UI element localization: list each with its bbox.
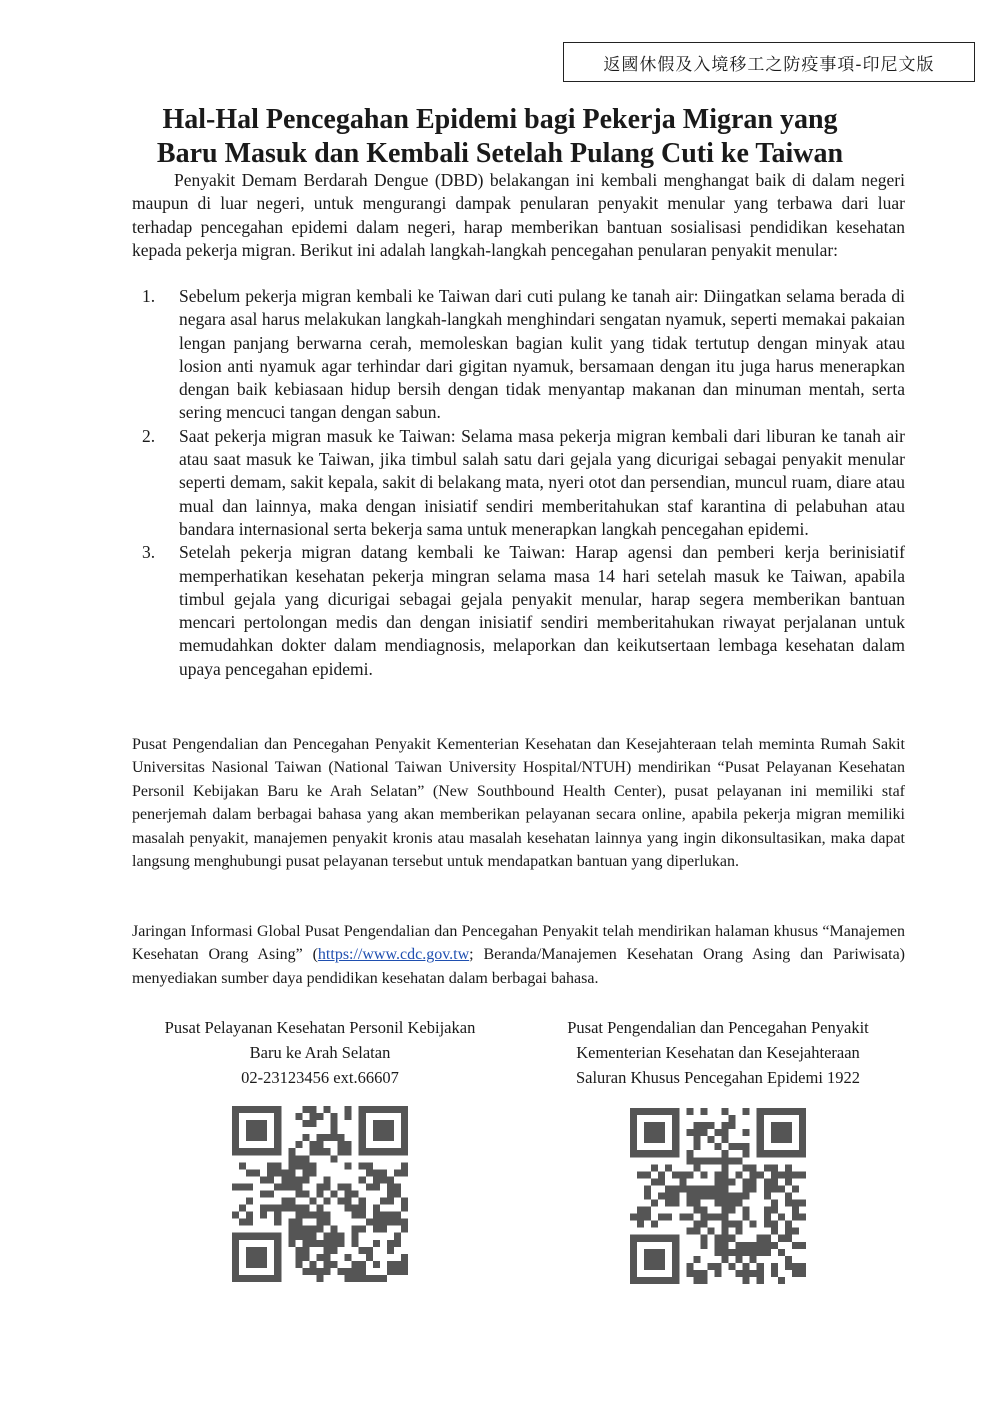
contact-block-cdc <box>528 1015 908 1090</box>
step-number: 1. <box>142 286 156 306</box>
step-text: Setelah pekerja migran datang kembali ke Taiwan: Harap agensi dan pemberi kerja berinisiatif memperhatikan kesehatan pekerja mingran selama masa 14 hari setelah masuk ke Taiwan, apabila timbul gejala yang dicurigai sebagai gejala penyakit menular, harap segera memberikan bantuan mencari pertolongan medis dan dengan inisiatif sendiri memberitahukan riwayat perjalanan untuk memudahkan dokter dalam mendiagnosis, melaporkan dan keikutsertaan lembaga kesehatan dalam upaya pencegahan epidemi. <box>179 542 905 679</box>
step-number: 3. <box>142 542 156 563</box>
language-version-label: 返國休假及入境移工之防疫事項-印尼文版 <box>603 54 935 75</box>
qr-code-icon[interactable] <box>232 1106 408 1282</box>
step-item-2 <box>132 425 905 541</box>
prevention-steps-list <box>132 285 905 681</box>
contact-line: Pusat Pelayanan Kesehatan Personil Kebijakan <box>164 1018 476 1037</box>
language-version-tag <box>563 42 975 82</box>
step-number: 2. <box>142 425 156 446</box>
contact-line: Kementerian Kesehatan dan Kesejahteraan <box>576 1043 860 1062</box>
step-text: Sebelum pekerja migran kembali ke Taiwan dari cuti pulang ke tanah air: Diingatkan selama berada di negara asal harus melakukan langkah-langkah menghindari sengatan nyamuk, seperti memakai pakaian lengan panjang berwarna cerah, memoleskan bagian kulit yang tidak tertutup dengan minyak atau losion anti nyamuk agar terhindar dari gigitan nyamuk, bersamaan dengan itu juga harus menerapkan dengan baik kebiasaan hidup bersih dengan tidak menyantap makanan dan minuman mentah, serta sering mencuci tangan dengan sabun. <box>179 286 905 423</box>
qr-code-icon[interactable] <box>630 1108 806 1284</box>
info-text-before-link: Jaringan Informasi Global Pusat Pengendalian dan Pencegahan Penyakit telah mendirikan halaman khusus “Manajemen Kesehatan Orang Asing” ( <box>132 923 905 964</box>
info-text-after-link: ; Beranda/Manajemen Kesehatan Orang Asing dan Pariwisata) menyediakan sumber daya pendidikan kesehatan dalam berbagai bahasa. <box>132 946 905 987</box>
page-title <box>100 103 900 171</box>
service-center-paragraph: Pusat Pengendalian dan Pencegahan Penyakit Kementerian Kesehatan dan Kesejahteraan telah meminta Rumah Sakit Universitas Nasional Taiwan (National Taiwan University Hospital/NTUH) mendirikan “Pusat Pelayanan Kesehatan Personil Kebijakan Baru ke Arah Selatan” (New Southbound Health Center), pusat pelayanan ini memiliki staf penerjemah dalam berbagai bahasa yang akan memberikan pelayanan secara online, apabila pekerja migran memiliki masalah penyakit, manajemen penyakit kronis atau masalah kesehatan lainnya yang ingin dikonsultasikan, maka dapat langsung menghubungi pusat pelayanan tersebut untuk mendapatkan bantuan yang diperlukan. <box>132 736 905 871</box>
step-item-1 <box>132 285 905 425</box>
cdc-website-link[interactable]: https://www.cdc.gov.tw <box>317 946 470 964</box>
info-paragraph <box>132 920 905 990</box>
contact-hotline: Saluran Khusus Pencegahan Epidemi 1922 <box>575 1068 861 1087</box>
title-line-1: Hal-Hal Pencegahan Epidemi bagi Pekerja Migran yang <box>162 104 838 135</box>
contact-phone: 02-23123456 ext.66607 <box>241 1068 399 1087</box>
intro-paragraph: Penyakit Demam Berdarah Dengue (DBD) belakangan ini kembali menghangat baik di dalam negeri maupun di luar negeri, untuk mengurangi dampak penularan penyakit menular yang terbawa dari luar terhadap pencegahan epidemi dalam negeri, harap memberikan bantuan sosialisasi pendidikan kesehatan kepada pekerja migran. Berikut ini adalah langkah-langkah pencegahan penularan penyakit menular: <box>132 170 905 260</box>
title-line-2: Baru Masuk dan Kembali Setelah Pulang Cuti ke Taiwan <box>156 138 844 169</box>
contact-block-health-center <box>130 1015 510 1090</box>
contact-line: Baru ke Arah Selatan <box>249 1043 391 1062</box>
step-item-3 <box>132 541 905 681</box>
contact-line: Pusat Pengendalian dan Pencegahan Penyakit <box>567 1018 869 1037</box>
step-text: Saat pekerja migran masuk ke Taiwan: Selama masa pekerja migran kembali dari liburan ke tanah air atau saat masuk ke Taiwan, jika timbul salah satu dari gejala yang dicurigai sebagai penyakit menular seperti demam, sakit kepala, sakit di belakang mata, nyeri otot dan persendian, muncul ruam, diare atau mual dan lainnya, maka dengan inisiatif sendiri memberitahukan staf karantina di pelabuhan atau bandara internasional serta bekerja sama untuk menerapkan langkah pencegahan epidemi. <box>179 425 905 539</box>
